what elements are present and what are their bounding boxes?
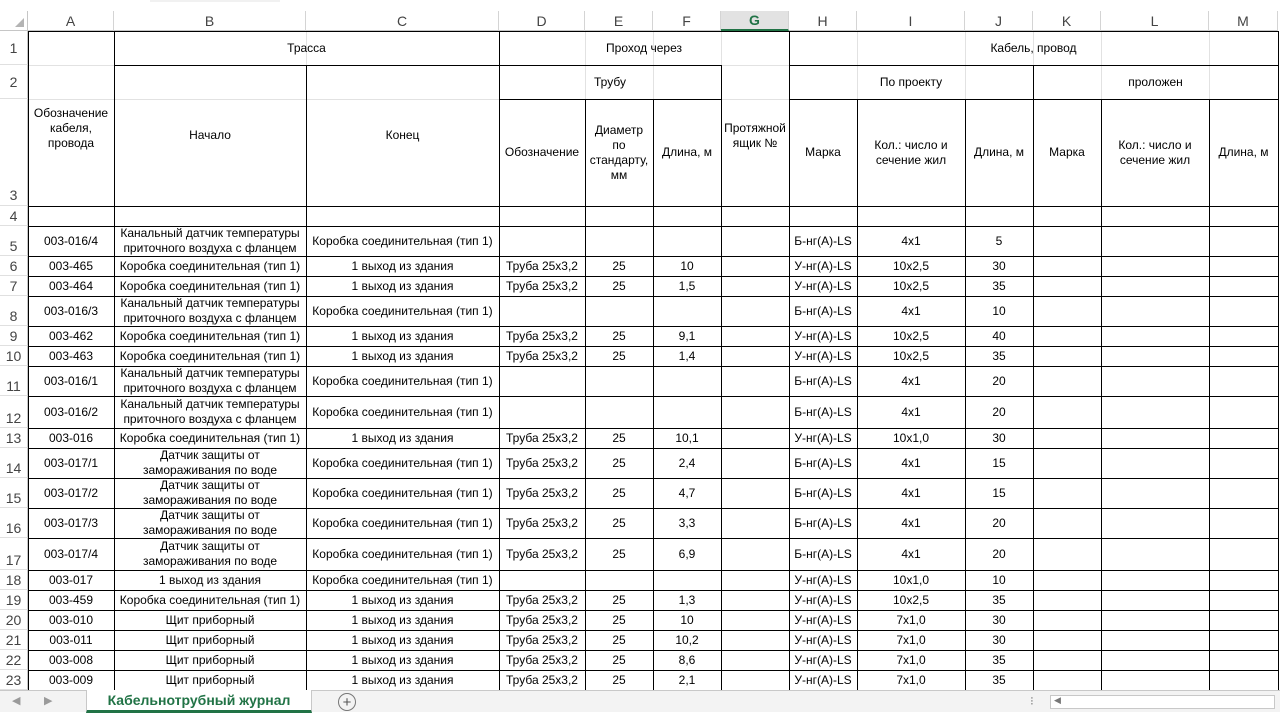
- header-cores[interactable]: Кол.: число и сечение жил: [874, 137, 948, 167]
- cell-cores[interactable]: 7x1,0: [896, 612, 926, 627]
- cell-diam[interactable]: 25: [612, 632, 626, 647]
- cell-start[interactable]: Датчик защиты от замораживания по воде: [142, 478, 278, 507]
- column-header-j[interactable]: J: [965, 11, 1033, 31]
- cell-start[interactable]: Щит приборный: [165, 652, 255, 667]
- table-border: [789, 31, 790, 226]
- cell-pipe[interactable]: Труба 25х3,2: [506, 485, 578, 500]
- cell-diam[interactable]: 25: [612, 515, 626, 530]
- header-pipe-length[interactable]: Длина, м: [661, 145, 713, 159]
- column-header-c[interactable]: C: [306, 11, 499, 31]
- table-border: [1209, 99, 1210, 226]
- header-pipe-diameter[interactable]: Диаметр по стандарту, мм: [589, 122, 649, 182]
- cell-brand[interactable]: У-нг(А)-LS: [794, 572, 852, 587]
- cell-diam[interactable]: [587, 570, 651, 590]
- row-header-8[interactable]: 8: [0, 296, 28, 326]
- cell-plen[interactable]: [655, 296, 719, 326]
- cell-pipe[interactable]: Труба 25х3,2: [506, 546, 578, 561]
- scroll-left-icon[interactable]: ◀: [1054, 695, 1061, 705]
- cell-id[interactable]: 003-017/3: [43, 515, 99, 530]
- cell-end[interactable]: 1 выход из здания: [351, 592, 454, 607]
- column-header-k[interactable]: K: [1033, 11, 1101, 31]
- horizontal-scrollbar[interactable]: [1050, 695, 1275, 709]
- row-header-10[interactable]: 10: [0, 346, 28, 366]
- cell-diam[interactable]: [587, 226, 651, 256]
- cell-start[interactable]: Канальный датчик температуры приточного воздуха с фланцем: [120, 296, 300, 325]
- cell-plen[interactable]: 4,7: [678, 485, 696, 500]
- header-route-start[interactable]: Начало: [189, 128, 231, 142]
- cell-cores[interactable]: 10x2,5: [892, 328, 930, 343]
- cell-id[interactable]: 003-009: [48, 672, 94, 687]
- table-border: [1278, 31, 1279, 226]
- table-border: [965, 99, 966, 226]
- row-header-11[interactable]: 11: [0, 366, 28, 396]
- cell-len[interactable]: 15: [992, 485, 1006, 500]
- cell-diam[interactable]: [587, 366, 651, 396]
- cell-id[interactable]: 003-459: [48, 592, 94, 607]
- cell-cores[interactable]: 10x1,0: [892, 430, 930, 445]
- sheet-tab-bar: [0, 690, 1280, 712]
- cell-end[interactable]: 1 выход из здания: [351, 348, 454, 363]
- table-border: [28, 31, 29, 226]
- cell-brand[interactable]: У-нг(А)-LS: [794, 652, 852, 667]
- cell-pipe[interactable]: Труба 25х3,2: [506, 652, 578, 667]
- cell-id[interactable]: 003-017/2: [43, 485, 99, 500]
- cell-brand[interactable]: Б-нг(А)-LS: [794, 515, 852, 530]
- row-header-9[interactable]: 9: [0, 326, 28, 346]
- cell-pipe[interactable]: Труба 25х3,2: [506, 632, 578, 647]
- table-border: [114, 31, 115, 226]
- cell-plen[interactable]: [655, 226, 719, 256]
- cell-pipe[interactable]: Труба 25х3,2: [506, 328, 578, 343]
- split-handle-icon[interactable]: ⁝: [1030, 694, 1034, 708]
- column-header-e[interactable]: E: [585, 11, 653, 31]
- cell-plen[interactable]: [655, 570, 719, 590]
- row-header-2[interactable]: 2: [0, 65, 28, 99]
- header-by-project[interactable]: По проекту: [879, 74, 943, 89]
- cell-start[interactable]: Щит приборный: [165, 672, 255, 687]
- cell-pipe[interactable]: Труба 25х3,2: [506, 278, 578, 293]
- cell-plen[interactable]: 2,4: [678, 455, 696, 470]
- cell-len[interactable]: 5: [995, 233, 1003, 248]
- cell-id[interactable]: 003-017/1: [43, 455, 99, 470]
- cell-diam[interactable]: [587, 396, 651, 428]
- table-border: [114, 226, 115, 690]
- cell-plen[interactable]: 10,2: [675, 632, 699, 647]
- row-header-21[interactable]: 21: [0, 630, 28, 650]
- cell-diam[interactable]: 25: [612, 672, 626, 687]
- row-header-12[interactable]: 12: [0, 396, 28, 428]
- cell-pipe[interactable]: [501, 226, 583, 256]
- table-border: [1209, 226, 1210, 690]
- sheet-tab-active[interactable]: Кабельнотрубный журнал: [86, 690, 312, 713]
- column-header-d[interactable]: D: [499, 11, 585, 31]
- cell-end[interactable]: 1 выход из здания: [351, 672, 454, 687]
- cell-id[interactable]: 003-016/4: [43, 233, 99, 248]
- table-border: [857, 226, 858, 690]
- column-header-i[interactable]: I: [857, 11, 965, 31]
- cell-brand[interactable]: У-нг(А)-LS: [794, 632, 852, 647]
- cell-start[interactable]: Коробка соединительная (тип 1): [119, 348, 301, 363]
- column-header-m[interactable]: M: [1209, 11, 1278, 31]
- row-header-4[interactable]: 4: [0, 206, 28, 226]
- column-header-g[interactable]: G: [721, 11, 789, 31]
- table-border: [499, 226, 500, 690]
- cell-end[interactable]: 1 выход из здания: [351, 258, 454, 273]
- table-border: [1101, 226, 1102, 690]
- cell-diam[interactable]: 25: [612, 348, 626, 363]
- cell-brand[interactable]: У-нг(А)-LS: [794, 672, 852, 687]
- cell-id[interactable]: 003-008: [48, 652, 94, 667]
- cell-pipe[interactable]: [501, 366, 583, 396]
- add-sheet-icon[interactable]: +: [338, 693, 356, 711]
- table-border: [857, 99, 858, 226]
- row-header-22[interactable]: 22: [0, 650, 28, 670]
- cell-diam[interactable]: 25: [612, 328, 626, 343]
- cell-brand[interactable]: Б-нг(А)-LS: [794, 404, 852, 419]
- cell-cores[interactable]: 10x2,5: [892, 278, 930, 293]
- cell-plen[interactable]: [655, 366, 719, 396]
- cell-cores[interactable]: 4x1: [901, 546, 921, 561]
- cell-len[interactable]: 35: [992, 592, 1006, 607]
- cell-diam[interactable]: 25: [612, 485, 626, 500]
- cell-id[interactable]: 003-463: [48, 348, 94, 363]
- cell-end[interactable]: Коробка соединительная (тип 1): [312, 546, 493, 561]
- row-header-20[interactable]: 20: [0, 610, 28, 630]
- row-header-7[interactable]: 7: [0, 276, 28, 296]
- cell-start[interactable]: Коробка соединительная (тип 1): [119, 278, 301, 293]
- cell-id[interactable]: 003-016/1: [43, 373, 99, 388]
- cell-plen[interactable]: 1,5: [678, 278, 696, 293]
- cell-start[interactable]: Коробка соединительная (тип 1): [119, 258, 301, 273]
- cell-brand[interactable]: У-нг(А)-LS: [794, 328, 852, 343]
- cell-diam[interactable]: 25: [612, 546, 626, 561]
- cell-plen[interactable]: 8,6: [678, 652, 696, 667]
- cell-end[interactable]: Коробка соединительная (тип 1): [312, 303, 493, 318]
- header-passage[interactable]: Проход через: [606, 40, 682, 55]
- cell-end[interactable]: 1 выход из здания: [351, 632, 454, 647]
- cell-cores[interactable]: 7x1,0: [896, 632, 926, 647]
- cell-brand[interactable]: У-нг(А)-LS: [794, 612, 852, 627]
- cell-id[interactable]: 003-016/2: [43, 404, 99, 419]
- cell-diam[interactable]: 25: [612, 612, 626, 627]
- cell-pipe[interactable]: Труба 25х3,2: [506, 515, 578, 530]
- cell-cores[interactable]: 4x1: [901, 455, 921, 470]
- table-border: [789, 226, 790, 690]
- cell-len[interactable]: 30: [992, 430, 1006, 445]
- cell-brand[interactable]: У-нг(А)-LS: [794, 592, 852, 607]
- next-sheet-icon[interactable]: ▶: [44, 695, 53, 707]
- cell-start[interactable]: Коробка соединительная (тип 1): [119, 592, 301, 607]
- header-pipe[interactable]: Трубу: [594, 74, 626, 89]
- cell-len[interactable]: 15: [992, 455, 1006, 470]
- cell-start[interactable]: Щит приборный: [165, 612, 255, 627]
- column-header-b[interactable]: B: [114, 11, 306, 31]
- cell-end[interactable]: Коробка соединительная (тип 1): [312, 404, 493, 419]
- header-length-laid[interactable]: Длина, м: [1218, 145, 1269, 159]
- cell-id[interactable]: 003-017: [48, 572, 94, 587]
- cell-end[interactable]: 1 выход из здания: [351, 612, 454, 627]
- cell-pipe[interactable]: Труба 25х3,2: [506, 455, 578, 470]
- cell-cores[interactable]: 4x1: [901, 404, 921, 419]
- table-border: [499, 99, 721, 100]
- table-border: [585, 99, 586, 226]
- table-border: [1278, 226, 1279, 690]
- cell-diam[interactable]: 25: [612, 592, 626, 607]
- table-border: [965, 226, 966, 690]
- cell-cores[interactable]: 7x1,0: [896, 672, 926, 687]
- cell-len[interactable]: 35: [992, 278, 1006, 293]
- cell-diam[interactable]: 25: [612, 455, 626, 470]
- cell-end[interactable]: Коробка соединительная (тип 1): [312, 572, 493, 587]
- cell-cores[interactable]: 10x2,5: [892, 348, 930, 363]
- cell-cores[interactable]: 4x1: [901, 485, 921, 500]
- row-header-16[interactable]: 16: [0, 508, 28, 538]
- cell-plen[interactable]: 1,4: [678, 348, 696, 363]
- cell-id[interactable]: 003-010: [48, 612, 94, 627]
- prev-sheet-icon[interactable]: ◀: [12, 695, 21, 707]
- cell-plen[interactable]: [655, 396, 719, 428]
- header-laid[interactable]: проложен: [1128, 74, 1183, 89]
- cell-pipe[interactable]: Труба 25х3,2: [506, 258, 578, 273]
- cell-start[interactable]: Канальный датчик температуры приточного воздуха с фланцем: [120, 366, 300, 395]
- table-border: [653, 226, 654, 690]
- header-pull-box[interactable]: Протяжной ящик №: [724, 120, 786, 150]
- cell-brand[interactable]: У-нг(А)-LS: [794, 278, 852, 293]
- cell-end[interactable]: Коробка соединительная (тип 1): [312, 455, 493, 470]
- cell-cores[interactable]: 10x1,0: [892, 572, 930, 587]
- cell-start[interactable]: Коробка соединительная (тип 1): [119, 430, 301, 445]
- cell-pipe[interactable]: [501, 570, 583, 590]
- cell-len[interactable]: 35: [992, 348, 1006, 363]
- row-header-6[interactable]: 6: [0, 256, 28, 276]
- cell-id[interactable]: 003-016/3: [43, 303, 99, 318]
- cell-plen[interactable]: 9,1: [678, 328, 696, 343]
- cell-end[interactable]: 1 выход из здания: [351, 328, 454, 343]
- cell-plen[interactable]: 6,9: [678, 546, 696, 561]
- cell-diam[interactable]: 25: [612, 278, 626, 293]
- cell-id[interactable]: 003-011: [49, 632, 93, 647]
- table-border: [721, 65, 722, 226]
- cell-pipe[interactable]: Труба 25х3,2: [506, 348, 578, 363]
- cell-cores[interactable]: 10x2,5: [892, 592, 930, 607]
- row-header-13[interactable]: 13: [0, 428, 28, 448]
- header-route-end[interactable]: Конец: [385, 128, 420, 142]
- header-cable[interactable]: Кабель, провод: [990, 40, 1077, 55]
- cell-end[interactable]: 1 выход из здания: [351, 278, 454, 293]
- cell-plen[interactable]: 2,1: [678, 672, 696, 687]
- cell-diam[interactable]: 25: [612, 258, 626, 273]
- table-border: [499, 31, 500, 226]
- cell-diam[interactable]: 25: [612, 652, 626, 667]
- cell-brand[interactable]: Б-нг(А)-LS: [794, 233, 852, 248]
- select-all-corner[interactable]: [0, 11, 28, 31]
- cell-id[interactable]: 003-017/4: [43, 546, 99, 561]
- cell-diam[interactable]: [587, 296, 651, 326]
- cell-plen[interactable]: 3,3: [678, 515, 696, 530]
- cell-diam[interactable]: 25: [612, 430, 626, 445]
- cell-brand[interactable]: Б-нг(А)-LS: [794, 485, 852, 500]
- row-header-1[interactable]: 1: [0, 31, 28, 65]
- cell-cores[interactable]: 10x2,5: [892, 258, 930, 273]
- cell-cores[interactable]: 4x1: [901, 303, 921, 318]
- row-header-5[interactable]: 5: [0, 226, 28, 256]
- cell-id[interactable]: 003-462: [48, 328, 94, 343]
- cell-len[interactable]: 30: [992, 612, 1006, 627]
- cell-plen[interactable]: 10: [680, 612, 694, 627]
- cell-id[interactable]: 003-465: [48, 258, 94, 273]
- cell-pipe[interactable]: Труба 25х3,2: [506, 592, 578, 607]
- column-header-a[interactable]: A: [28, 11, 114, 31]
- cell-start[interactable]: 1 выход из здания: [159, 572, 261, 587]
- table-border: [653, 99, 654, 226]
- ribbon-edge: [0, 0, 1280, 11]
- cell-cores[interactable]: 7x1,0: [896, 652, 926, 667]
- cell-cores[interactable]: 4x1: [901, 373, 921, 388]
- cell-plen[interactable]: 10,1: [675, 430, 699, 445]
- cell-brand[interactable]: Б-нг(А)-LS: [794, 373, 852, 388]
- row-header-14[interactable]: 14: [0, 448, 28, 478]
- cell-len[interactable]: 20: [992, 546, 1006, 561]
- column-header-h[interactable]: H: [789, 11, 857, 31]
- cell-brand[interactable]: Б-нг(А)-LS: [794, 455, 852, 470]
- cell-brand[interactable]: Б-нг(А)-LS: [794, 303, 852, 318]
- cell-plen[interactable]: 10: [680, 258, 694, 273]
- cell-len[interactable]: 35: [992, 652, 1006, 667]
- header-cores-laid[interactable]: Кол.: число и сечение жил: [1118, 137, 1192, 167]
- cell-id[interactable]: 003-464: [48, 278, 94, 293]
- cell-start[interactable]: Щит приборный: [165, 632, 255, 647]
- cell-cores[interactable]: 4x1: [901, 233, 921, 248]
- cell-brand[interactable]: У-нг(А)-LS: [794, 258, 852, 273]
- table-border: [1033, 226, 1034, 690]
- row-header-23[interactable]: 23: [0, 670, 28, 690]
- cell-start[interactable]: Датчик защиты от замораживания по воде: [142, 508, 278, 537]
- table-border: [28, 31, 1278, 32]
- cell-pipe[interactable]: Труба 25х3,2: [506, 430, 578, 445]
- header-route[interactable]: Трасса: [287, 40, 326, 55]
- header-brand[interactable]: Марка: [805, 145, 841, 159]
- table-border: [585, 226, 586, 690]
- cell-brand[interactable]: У-нг(А)-LS: [794, 430, 852, 445]
- row-header-18[interactable]: 18: [0, 570, 28, 590]
- cell-end[interactable]: Коробка соединительная (тип 1): [312, 485, 493, 500]
- cell-brand[interactable]: У-нг(А)-LS: [794, 348, 852, 363]
- cell-start[interactable]: Датчик защиты от замораживания по воде: [142, 448, 278, 477]
- cell-start[interactable]: Датчик защиты от замораживания по воде: [142, 539, 278, 568]
- column-header-l[interactable]: L: [1101, 11, 1209, 31]
- cell-len[interactable]: 30: [992, 632, 1006, 647]
- header-brand-laid[interactable]: Марка: [1049, 145, 1085, 159]
- cell-plen[interactable]: 1,3: [678, 592, 696, 607]
- table-border: [28, 226, 29, 690]
- table-border: [1033, 65, 1034, 226]
- cell-len[interactable]: 20: [992, 373, 1006, 388]
- header-cable-designation[interactable]: Обозначение кабеля, провода: [33, 106, 109, 150]
- cell-brand[interactable]: Б-нг(А)-LS: [794, 546, 852, 561]
- cell-len[interactable]: 35: [992, 672, 1006, 687]
- cell-end[interactable]: 1 выход из здания: [351, 652, 454, 667]
- cell-id[interactable]: 003-016: [48, 430, 94, 445]
- cell-end[interactable]: Коробка соединительная (тип 1): [312, 515, 493, 530]
- cell-pipe[interactable]: Труба 25х3,2: [506, 672, 578, 687]
- header-length[interactable]: Длина, м: [973, 145, 1025, 159]
- column-header-f[interactable]: F: [653, 11, 721, 31]
- header-pipe-designation[interactable]: Обозначение: [504, 145, 580, 159]
- row-header-17[interactable]: 17: [0, 538, 28, 570]
- cell-cores[interactable]: 4x1: [901, 515, 921, 530]
- cell-end[interactable]: 1 выход из здания: [351, 430, 454, 445]
- cell-len[interactable]: 20: [992, 404, 1006, 419]
- row-header-3[interactable]: 3: [0, 99, 28, 206]
- cell-start[interactable]: Канальный датчик температуры приточного воздуха с фланцем: [120, 226, 300, 255]
- cell-len[interactable]: 10: [992, 303, 1006, 318]
- cell-len[interactable]: 10: [992, 572, 1006, 587]
- cell-pipe[interactable]: Труба 25х3,2: [506, 612, 578, 627]
- cell-end[interactable]: Коробка соединительная (тип 1): [312, 233, 493, 248]
- row-header-15[interactable]: 15: [0, 478, 28, 508]
- cell-start[interactable]: Коробка соединительная (тип 1): [119, 328, 301, 343]
- table-border: [306, 226, 307, 690]
- cell-pipe[interactable]: [501, 396, 583, 428]
- cell-start[interactable]: Канальный датчик температуры приточного воздуха с фланцем: [120, 397, 300, 426]
- cell-end[interactable]: Коробка соединительная (тип 1): [312, 373, 493, 388]
- table-border: [721, 226, 722, 690]
- table-border: [306, 65, 307, 226]
- cell-len[interactable]: 30: [992, 258, 1006, 273]
- table-border: [1101, 99, 1102, 226]
- cell-pipe[interactable]: [501, 296, 583, 326]
- cell-len[interactable]: 20: [992, 515, 1006, 530]
- table-border: [499, 65, 721, 66]
- cell-len[interactable]: 40: [992, 328, 1006, 343]
- row-header-19[interactable]: 19: [0, 590, 28, 610]
